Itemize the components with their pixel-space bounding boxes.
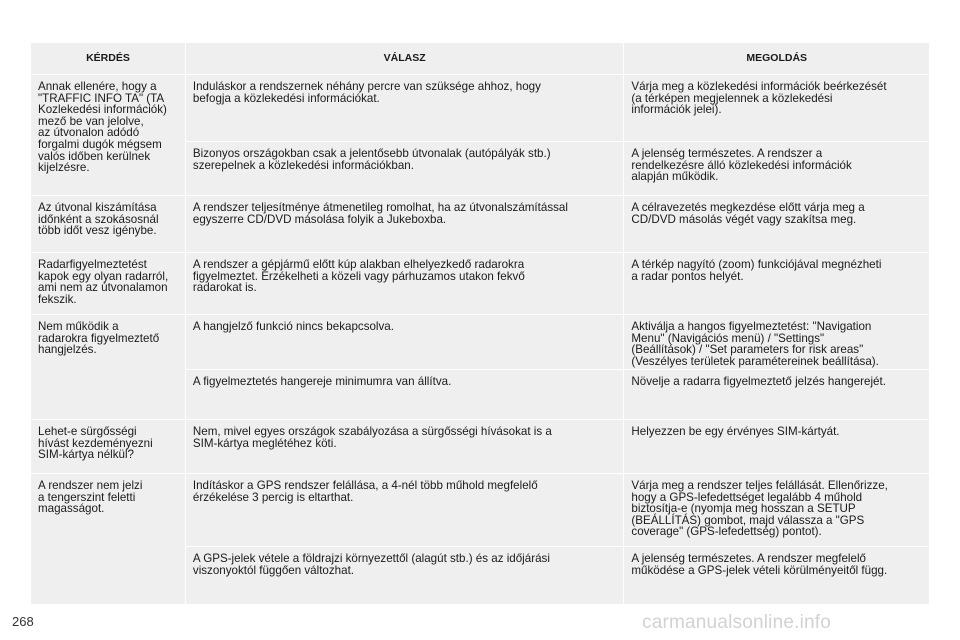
header-solution: MEGOLDÁS (624, 43, 930, 75)
question-cell: Radarfigyelmeztetést kapok egy olyan radarról, ami nem az útvonalamon fekszik. (31, 253, 186, 315)
solution-cell: Helyezzen be egy érvényes SIM-kártyát. (624, 420, 930, 474)
question-cell: Az útvonal kiszámítása időnként a szokásosnál több időt vesz igénybe. (31, 196, 186, 253)
answer-cell: Induláskor a rendszernek néhány percre van szüksége ahhoz, hogy befogja a közlekedési információkat. (185, 75, 624, 142)
answer-cell: A figyelmeztetés hangereje minimumra van állítva. (185, 370, 624, 420)
table-row (31, 75, 930, 142)
table-row (31, 420, 930, 474)
table-row (31, 315, 930, 370)
question-cell: Lehet-e sürgősségi hívást kezdeményezni SIM-kártya nélkül? (31, 420, 186, 474)
faq-table (30, 42, 930, 605)
solution-cell: Növelje a radarra figyelmeztető jelzés hangerejét. (624, 370, 930, 420)
answer-cell: A GPS-jelek vétele a földrajzi környezettől (alagút stb.) és az időjárási viszonyoktól függően változhat. (185, 547, 624, 605)
solution-cell: Várja meg a közlekedési információk beérkezését (a térképen megjelennek a közlekedési információk jelei). (624, 75, 930, 142)
answer-cell: A hangjelző funkció nincs bekapcsolva. (185, 315, 624, 370)
solution-cell: A jelenség természetes. A rendszer a rendelkezésre álló közlekedési információk alapján működik. (624, 142, 930, 196)
table-row (31, 474, 930, 547)
answer-cell: Bizonyos országokban csak a jelentősebb útvonalak (autópályák stb.) szerepelnek a közlekedési információkban. (185, 142, 624, 196)
table-row (31, 196, 930, 253)
solution-cell: A térkép nagyító (zoom) funkciójával megnézheti a radar pontos helyét. (624, 253, 930, 315)
answer-cell: Indításkor a GPS rendszer felállása, a 4-nél több műhold megfelelő érzékelése 3 percig is eltarthat. (185, 474, 624, 547)
solution-cell: Várja meg a rendszer teljes felállását. Ellenőrizze, hogy a GPS-lefedettséget legalább 4 műhold biztosítja-e (nyomja meg hosszan a SETUP (BEÁLLÍTÁS) gombot, majd válassza a "GPS coverage" (GPS-lefedettség) pontot). (624, 474, 930, 547)
header-row (31, 43, 930, 75)
page-number: 268 (12, 614, 34, 629)
header-question: KÉRDÉS (31, 43, 186, 75)
answer-cell: A rendszer teljesítménye átmenetileg romolhat, ha az útvonalszámítással egyszerre CD/DVD másolása folyik a Jukeboxba. (185, 196, 624, 253)
header-answer: VÁLASZ (185, 43, 624, 75)
solution-cell: A jelenség természetes. A rendszer megfelelő működése a GPS-jelek vételi körülményeitől függ. (624, 547, 930, 605)
answer-cell: A rendszer a gépjármű előtt kúp alakban elhelyezkedő radarokra figyelmeztet. Érzékelheti a közeli vagy párhuzamos utakon fekvő radarokat is. (185, 253, 624, 315)
solution-cell: A célravezetés megkezdése előtt várja meg a CD/DVD másolás végét vagy szakítsa meg. (624, 196, 930, 253)
question-cell: Annak ellenére, hogy a "TRAFFIC INFO TA" (TA Kozlekedési információk) mező be van jelolve, az útvonalon adódó forgalmi dugók mégsem valós időben kerülnek kijelzésre. (31, 75, 186, 196)
table-row (31, 253, 930, 315)
watermark: carmanualsonline.info (642, 612, 832, 633)
question-cell: Nem működik a radarokra figyelmeztető hangjelzés. (31, 315, 186, 420)
solution-cell: Aktiválja a hangos figyelmeztetést: "Navigation Menu" (Navigációs menü) / "Settings" (Beállítások) / "Set parameters for risk areas" (Veszélyes területek paramétereinek beállítása). (624, 315, 930, 370)
question-cell: A rendszer nem jelzi a tengerszint feletti magasságot. (31, 474, 186, 605)
answer-cell: Nem, mivel egyes országok szabályozása a sürgősségi hívásokat is a SIM-kártya meglétéhez köti. (185, 420, 624, 474)
